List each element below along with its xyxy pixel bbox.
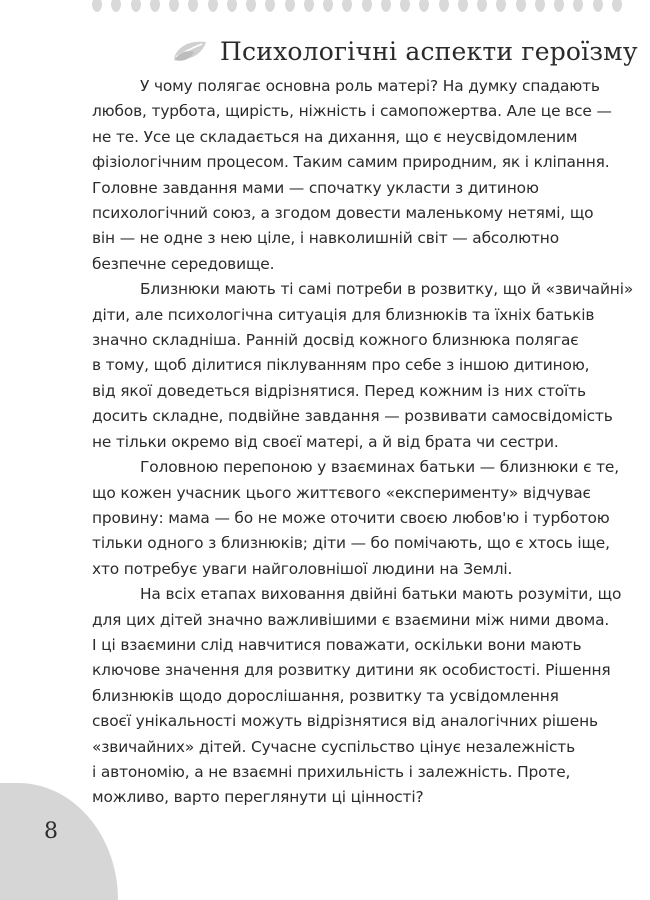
- drop-ornament: [439, 0, 449, 12]
- drop-ornament: [496, 0, 506, 12]
- text-line: що кожен учасник цього життєвого «експерименту» відчуває: [92, 483, 591, 502]
- text-line: досить складне, подвійне завдання — розвивати самосвідомість: [92, 407, 613, 426]
- text-line: ключове значення для розвитку дитини як особистості. Рішення: [92, 661, 611, 680]
- text-line: Близнюки мають ті самі потреби в розвитку, що й «звичайні»: [140, 280, 634, 299]
- text-line: У чому полягає основна роль матері? На думку спадають: [140, 77, 600, 95]
- text-line: не тільки окремо від своєї матері, а й від брата чи сестри.: [92, 432, 559, 451]
- text-line: він — не одне з нею ціле, і навколишній світ — абсолютно: [92, 229, 559, 248]
- drop-ornament: [131, 0, 141, 12]
- text-line: тільки одного з близнюків; діти — бо помічають, що є хтось іще,: [92, 534, 610, 553]
- drop-ornament: [208, 0, 218, 12]
- drop-ornament: [265, 0, 275, 12]
- text-line: фізіологічним процесом. Таким самим природним, як і кліпання.: [92, 153, 610, 172]
- text-line: своєї унікальності можуть відрізнятися від аналогічних рішень: [92, 712, 598, 731]
- text-line: діти, але психологічна ситуація для близнюків та їхніх батьків: [92, 305, 595, 324]
- drop-ornament: [573, 0, 583, 12]
- leaf-icon: [172, 38, 208, 64]
- text-line: в тому, щоб ділитися піклуванням про себе з іншою дитиною,: [92, 356, 590, 375]
- drop-ornament: [342, 0, 352, 12]
- text-line: провину: мама — бо не може оточити своєю любов'ю і турботою: [92, 508, 610, 527]
- text-line: безпечне середовище.: [92, 254, 275, 273]
- drop-ornament: [381, 0, 391, 12]
- drop-ornament: [458, 0, 468, 12]
- paragraph: [92, 582, 630, 811]
- paragraph: [92, 277, 634, 455]
- text-line: не те. Усе це складається на дихання, що є неусвідомленим: [92, 127, 578, 146]
- text-line: психологічний союз, а згодом довести маленькому нетямі, що: [92, 204, 594, 223]
- text-line: і автономію, а не взаємні прихильність і залежність. Проте,: [92, 762, 571, 781]
- text-line: значно складніша. Ранній досвід кожного близнюка полягає: [92, 331, 579, 350]
- drop-ornament: [111, 0, 121, 12]
- text-line: хто потребує уваги найголовнішої людини на Землі.: [92, 559, 513, 578]
- paragraph: [92, 455, 630, 582]
- drop-ornament: [477, 0, 487, 12]
- chapter-title: Психологічні аспекти героїзму: [220, 36, 638, 66]
- drop-ornament: [285, 0, 295, 12]
- page-number: 8: [44, 819, 58, 844]
- text-line: для цих дітей значно важливішими є взаємини між ними двома.: [92, 610, 610, 629]
- drop-ornament: [612, 0, 622, 12]
- drop-ornament: [227, 0, 237, 12]
- text-line: На всіх етапах виховання двійні батьки мають розуміти, що: [140, 585, 622, 604]
- drop-ornament: [535, 0, 545, 12]
- body-text: [92, 74, 634, 811]
- paragraph: [92, 74, 630, 277]
- text-line: Головною перепоною у взаєминах батьки — близнюки є те,: [140, 458, 619, 477]
- drop-ornament: [554, 0, 564, 12]
- drop-ornament: [92, 0, 102, 12]
- drop-ornament: [362, 0, 372, 12]
- drop-ornament: [304, 0, 314, 12]
- text-line: від якої доведеться відрізнятися. Перед кожним із них стоїть: [92, 381, 586, 400]
- text-line: близнюків щодо дорослішання, розвитку та усвідомлення: [92, 686, 559, 705]
- drop-ornament: [246, 0, 256, 12]
- drop-ornament: [188, 0, 198, 12]
- drop-ornament: [400, 0, 410, 12]
- chapter-header: [172, 34, 638, 68]
- text-line: Головне завдання мами — спочатку укласти з дитиною: [92, 178, 539, 197]
- text-line: «звичайних» дітей. Сучасне суспільство цінує незалежність: [92, 737, 576, 756]
- text-line: І ці взаємини слід навчитися поважати, оскільки вони мають: [92, 635, 582, 654]
- drop-ornament: [150, 0, 160, 12]
- text-line: любов, турбота, щирість, ніжність і самопожертва. Але це все —: [92, 102, 612, 121]
- drop-ornament: [323, 0, 333, 12]
- drop-ornament: [593, 0, 603, 12]
- top-drop-border: [92, 0, 622, 18]
- drop-ornament: [516, 0, 526, 12]
- drop-ornament: [419, 0, 429, 12]
- text-line: можливо, варто переглянути ці цінності?: [92, 788, 424, 807]
- drop-ornament: [169, 0, 179, 12]
